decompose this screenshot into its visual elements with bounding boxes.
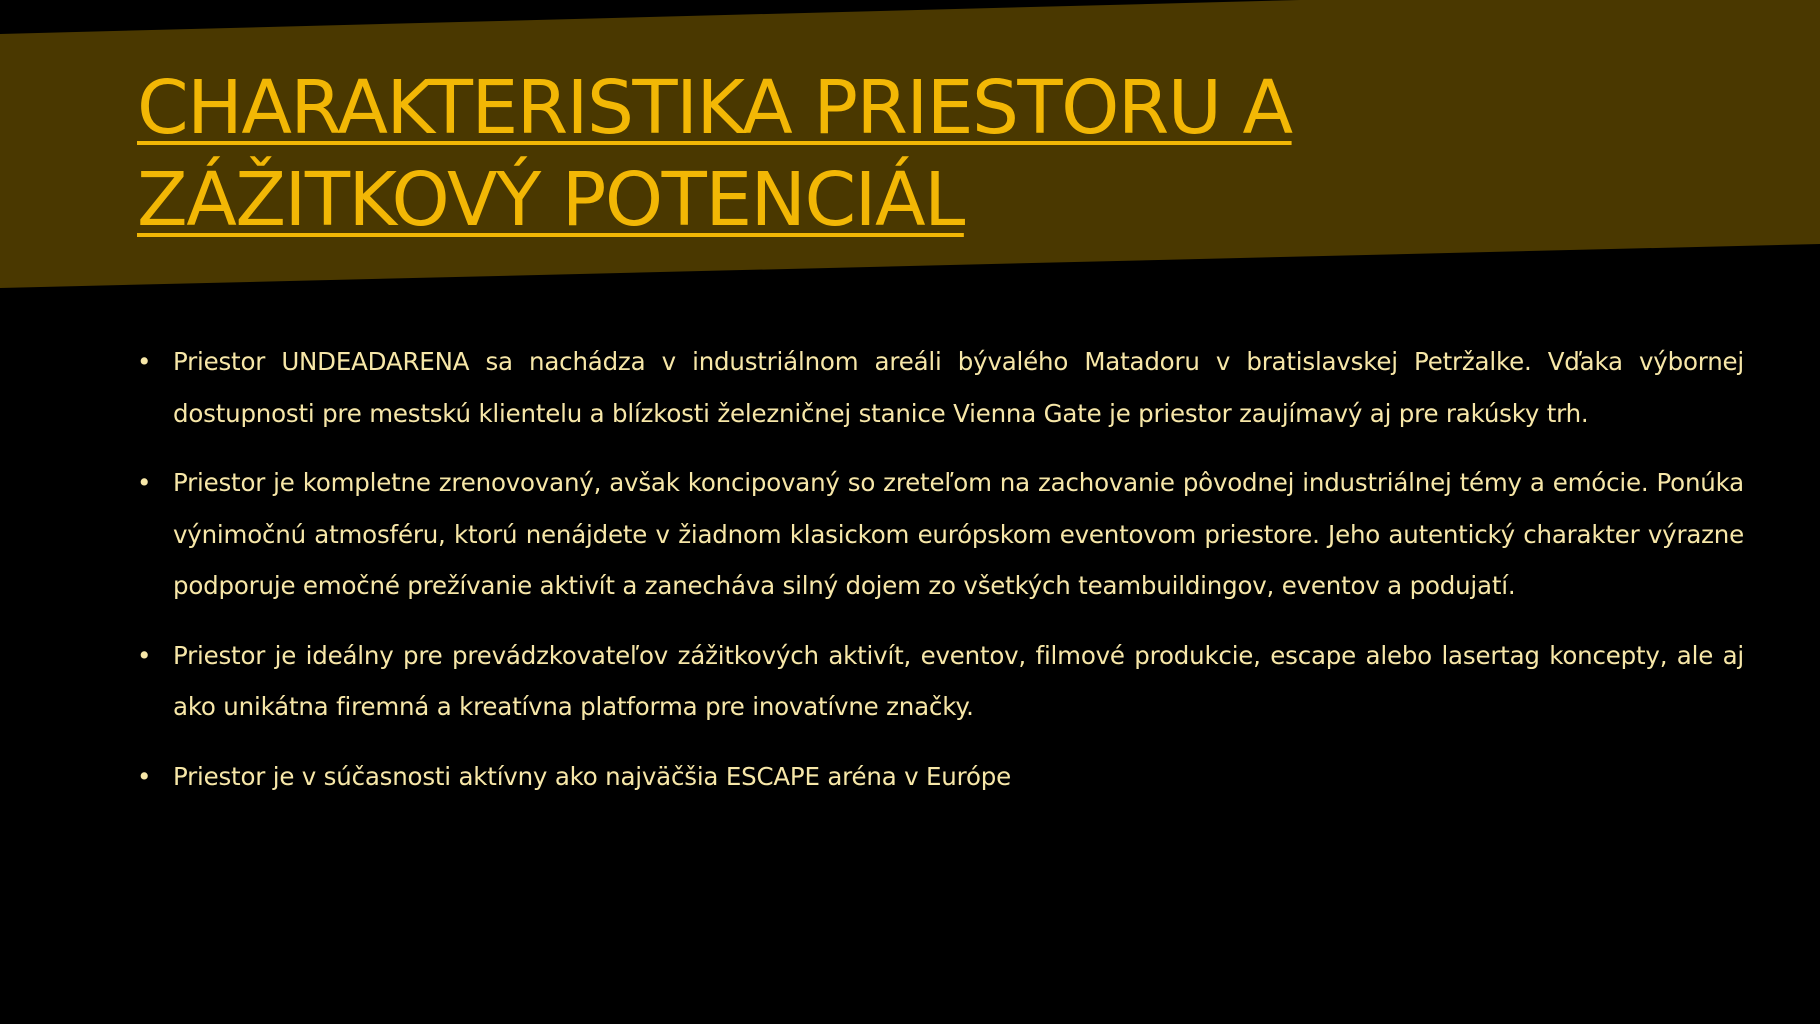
bullet-item-escape-arena [137, 751, 1744, 803]
page-title [137, 62, 1737, 246]
title-line-2: ZÁŽITKOVÝ POTENCIÁL [137, 157, 964, 243]
bullet-icon: • [137, 468, 152, 497]
bullet-icon: • [137, 761, 152, 791]
bullet-icon: • [137, 640, 152, 670]
bullet-icon: • [137, 347, 152, 376]
bullet-text: Priestor je kompletne zrenovovaný, avšak koncipovaný so zreteľom na zachovanie pôvodnej industriálnej témy a emócie. Ponúka výnimočnú atmosféru, ktorú nenájdete v žiadnom klasickom európskom eventovom priestore. Jeho autentický charakter výrazne podporuje emočné prežívanie aktivít a zanecháva silný dojem zo všetkých teambuildingov, eventov a podujatí. [173, 468, 1744, 600]
bullet-text: Priestor UNDEADARENA sa nachádza v industriálnom areáli bývalého Matadoru v bratislavskej Petržalke. Vďaka výbornej dostupnosti pre mestskú klientelu a blízkosti železničnej stanice Vienna Gate je priestor zaujímavý aj pre rakúsky trh. [173, 347, 1744, 428]
title-line-1: CHARAKTERISTIKA PRIESTORU A [137, 65, 1292, 151]
bullet-text: Priestor je v súčasnosti aktívny ako najväčšia ESCAPE aréna v Európe [173, 761, 1011, 791]
bullet-list [137, 336, 1744, 820]
bullet-item-location [137, 336, 1744, 439]
bullet-text: Priestor je ideálny pre prevádzkovateľov zážitkových aktivít, eventov, filmové produkcie, escape alebo lasertag koncepty, ale aj ako unikátna firemná a kreatívna platforma pre inovatívne značky. [173, 640, 1744, 721]
bullet-item-usage [137, 630, 1744, 733]
bullet-item-renovation [137, 457, 1744, 612]
